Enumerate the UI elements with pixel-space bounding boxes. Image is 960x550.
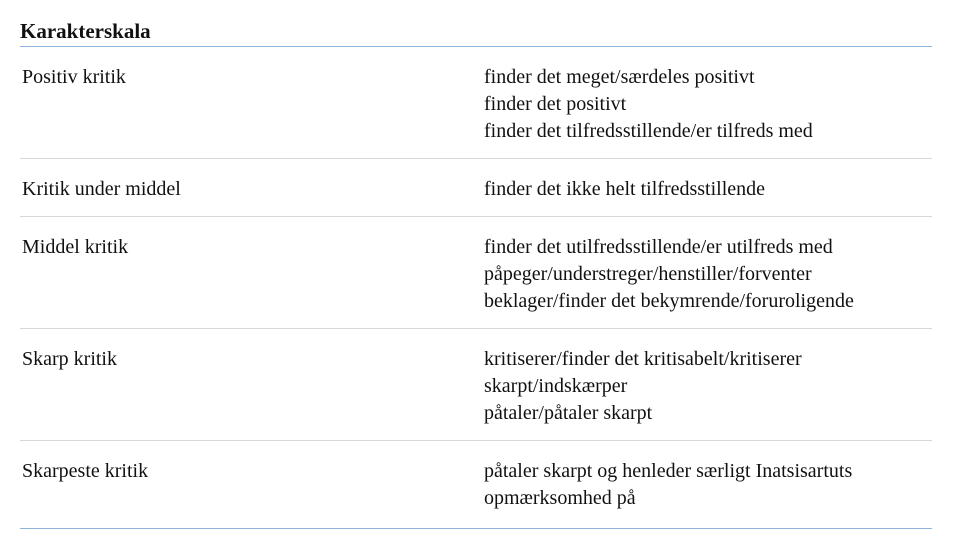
row-label: Positiv kritik xyxy=(22,66,126,88)
grade-scale-document xyxy=(20,18,932,529)
description-line: kritiserer/finder det kritisabelt/kritiserer xyxy=(484,348,802,370)
bottom-rule xyxy=(20,528,932,529)
table-row xyxy=(20,329,932,441)
scale-table xyxy=(20,47,932,528)
row-description xyxy=(484,346,932,427)
table-row xyxy=(20,47,932,159)
description-line: påtaler skarpt og henleder særligt Inatsisartuts xyxy=(484,460,853,482)
row-label: Middel kritik xyxy=(22,236,129,258)
description-line: opmærksomhed på xyxy=(484,487,636,509)
row-description xyxy=(484,234,932,315)
description-line: påtaler/påtaler skarpt xyxy=(484,402,653,424)
description-line: finder det meget/særdeles positivt xyxy=(484,66,755,88)
row-label: Skarp kritik xyxy=(22,348,117,370)
row-description xyxy=(484,458,932,512)
row-label: Kritik under middel xyxy=(22,178,181,200)
description-line: finder det tilfredsstillende/er tilfreds med xyxy=(484,120,813,142)
description-line: finder det ikke helt tilfredsstillende xyxy=(484,178,766,200)
description-line: skarpt/indskærper xyxy=(484,375,628,397)
row-label: Skarpeste kritik xyxy=(22,460,149,482)
description-line: finder det positivt xyxy=(484,93,627,115)
document-title: Karakterskala xyxy=(20,19,151,43)
table-row xyxy=(20,217,932,329)
table-row xyxy=(20,441,932,528)
table-row xyxy=(20,159,932,217)
description-line: finder det utilfredsstillende/er utilfreds med xyxy=(484,236,833,258)
row-description xyxy=(484,64,932,145)
description-line: påpeger/understreger/henstiller/forventer xyxy=(484,263,812,285)
row-description xyxy=(484,176,932,203)
description-line: beklager/finder det bekymrende/foruroligende xyxy=(484,290,854,312)
